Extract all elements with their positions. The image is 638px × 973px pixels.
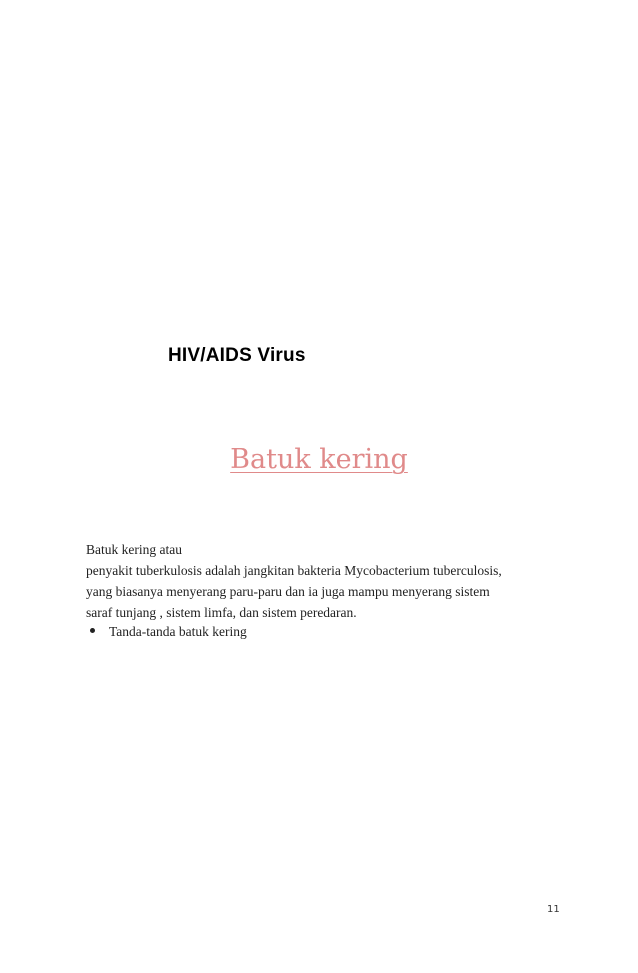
paragraph-line: Batuk kering atau xyxy=(86,542,182,557)
bullet-icon xyxy=(90,628,95,633)
body-paragraph xyxy=(86,539,566,623)
paragraph-line: saraf tunjang , sistem limfa, dan sistem peredaran. xyxy=(86,605,357,620)
page-heading: Batuk kering xyxy=(230,444,408,475)
bullet-list-item xyxy=(90,624,247,640)
page-number: 11 xyxy=(547,904,560,915)
bullet-text: Tanda-tanda batuk kering xyxy=(109,624,247,639)
paragraph-line: yang biasanya menyerang paru-paru dan ia juga mampu menyerang sistem xyxy=(86,584,490,599)
section-title: HIV/AIDS Virus xyxy=(168,345,306,366)
paragraph-line: penyakit tuberkulosis adalah jangkitan bakteria Mycobacterium tuberculosis, xyxy=(86,563,502,578)
